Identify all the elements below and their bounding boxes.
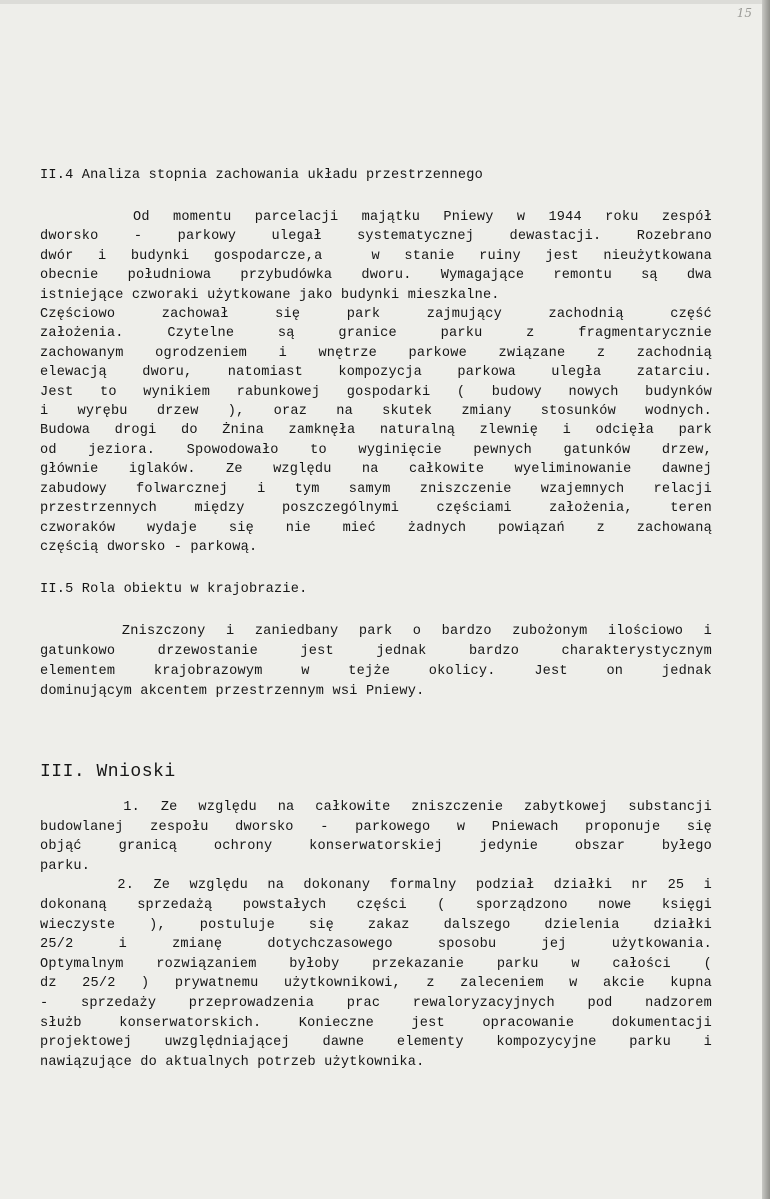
text-line: Optymalnym rozwiązaniem byłoby przekazanie parku w całości ( xyxy=(40,956,712,972)
scan-top-edge xyxy=(0,0,770,4)
text-line: służb konserwatorskich. Konieczne jest opracowanie dokumentacji xyxy=(40,1015,712,1031)
scan-right-edge xyxy=(762,0,770,1199)
section-3-body xyxy=(40,798,712,1072)
text-line: 2. Ze względu na dokonany formalny podział działki nr 25 i xyxy=(40,878,712,894)
text-line: głównie iglaków. Ze względu na całkowite wyeliminowanie dawnej xyxy=(40,462,712,478)
text-line: nawiązujące do aktualnych potrzeb użytkownika. xyxy=(40,1054,425,1070)
section-2-4-heading: II.4 Analiza stopnia zachowania układu przestrzennego xyxy=(40,168,483,183)
text-line: zabudowy folwarcznej i tym samym zniszczenie wzajemnych relacji xyxy=(40,481,712,497)
text-line: Budowa drogi do Żnina zamknęła naturalną zlewnię i odcięła park xyxy=(40,423,712,439)
text-line: dworsko - parkowy ulegał systematycznej dewastacji. Rozebrano xyxy=(40,229,712,245)
text-line: czworaków wydaje się nie mieć żadnych powiązań z zachowaną xyxy=(40,520,712,536)
text-line: od jeziora. Spowodowało to wyginięcie pewnych gatunków drzew, xyxy=(40,442,712,458)
section-3-heading: III. Wnioski xyxy=(40,762,176,782)
text-line: dz 25/2 ) prywatnemu użytkownikowi, z zaleceniem w akcie kupna xyxy=(40,976,712,992)
text-line: obecnie południowa przybudówka dworu. Wymagające remontu są dwa xyxy=(40,268,712,284)
text-line: Jest to wynikiem rabunkowej gospodarki ( budowy nowych budynków xyxy=(40,384,712,400)
text-line: założenia. Czytelne są granice parku z fragmentarycznie xyxy=(40,326,712,342)
page-number: 15 xyxy=(736,6,752,20)
text-line: dokonaną sprzedażą powstałych części ( sporządzono nowe księgi xyxy=(40,897,712,913)
text-line: i wyrębu drzew ), oraz na skutek zmiany stosunków wodnych. xyxy=(40,404,712,420)
text-line: elementem krajobrazowym w tejże okolicy. Jest on jednak xyxy=(40,664,712,679)
text-line: parku. xyxy=(40,858,91,874)
text-line: 1. Ze względu na całkowite zniszczenie zabytkowej substancji xyxy=(40,800,712,815)
text-line: projektowej uwzględniającej dawne elementy kompozycyjne parku i xyxy=(40,1035,712,1051)
text-line: - sprzedaży przeprowadzenia prac rewaloryzacyjnych pod nadzorem xyxy=(40,995,712,1011)
text-line: istniejące czworaki użytkowane jako budynki mieszkalne. xyxy=(40,287,500,303)
text-line: zachowanym ogrodzeniem i wnętrze parkowe związane z zachodnią xyxy=(40,345,712,361)
text-line: 25/2 i zmianę dotychczasowego sposobu jej użytkowania. xyxy=(40,937,712,953)
text-line: częścią dworsko - parkową. xyxy=(40,539,258,555)
section-2-4-body xyxy=(40,208,712,557)
text-line: Od momentu parcelacji majątku Pniewy w 1944 roku zespół xyxy=(40,210,712,225)
section-2-5-body xyxy=(40,622,712,702)
text-line: dominującym akcentem przestrzennym wsi Pniewy. xyxy=(40,684,425,699)
text-line: Zniszczony i zaniedbany park o bardzo zubożonym ilościowo i xyxy=(40,624,712,639)
text-line: objąć granicą ochrony konserwatorskiej jedynie obszar byłego xyxy=(40,839,712,855)
text-line: dwór i budynki gospodarcze,a w stanie ruiny jest nieużytkowana xyxy=(40,248,712,264)
section-2-5-heading: II.5 Rola obiektu w krajobrazie. xyxy=(40,582,308,597)
text-line: Częściowo zachował się park zajmujący zachodnią część xyxy=(40,307,712,323)
text-line: gatunkowo drzewostanie jest jednak bardzo charakterystycznym xyxy=(40,644,712,659)
text-line: budowlanej zespołu dworsko - parkowego w Pniewach proponuje się xyxy=(40,819,712,835)
text-line: przestrzennych między poszczególnymi częściami założenia, teren xyxy=(40,501,712,517)
text-line: elewacją dworu, natomiast kompozycja parkowa uległa zatarciu. xyxy=(40,365,712,381)
text-line: wieczyste ), postuluje się zakaz dalszego dzielenia działki xyxy=(40,917,712,933)
